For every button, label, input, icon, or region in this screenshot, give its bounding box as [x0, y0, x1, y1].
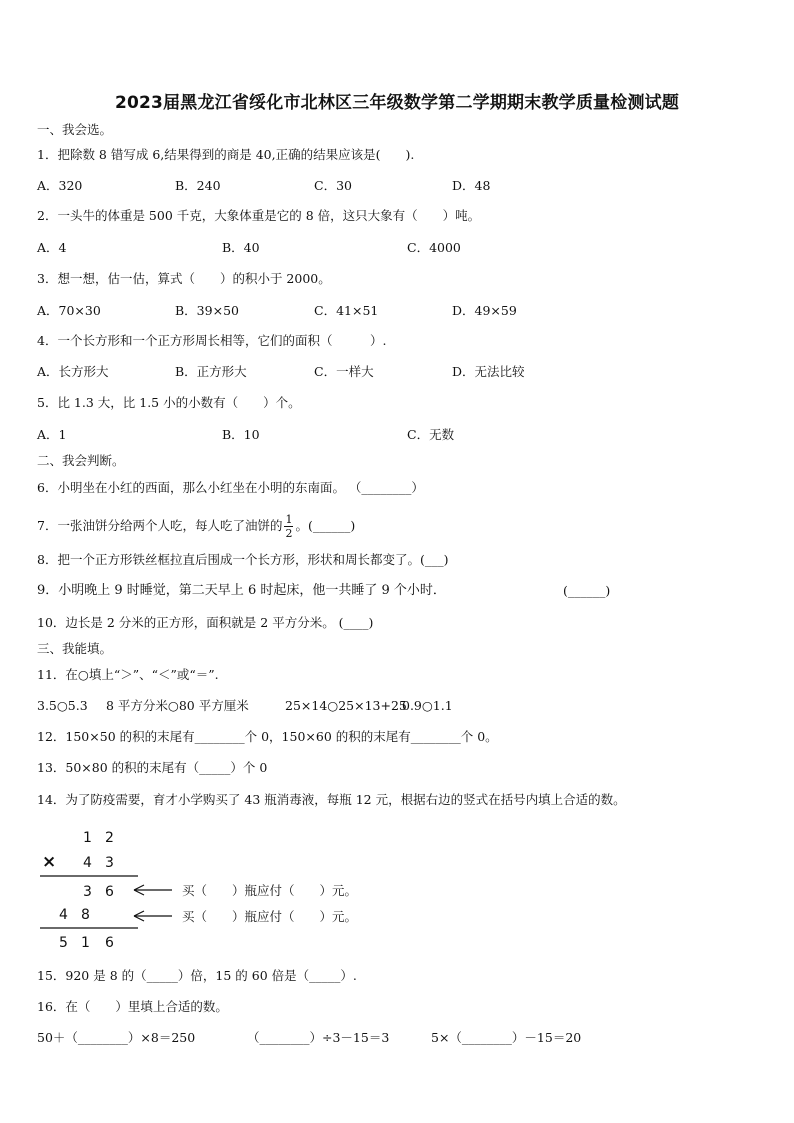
question-7-text: 7．一张油饼分给两个人吃，每人吃了油饼的 — [37, 518, 283, 533]
calc-digit: 1 — [81, 935, 90, 951]
calc-digit: 3 — [83, 884, 92, 900]
calc-digit: 8 — [81, 907, 90, 923]
question-16: 16．在（ ）里填上合适的数。 — [37, 999, 228, 1014]
fraction-numerator: 1 — [285, 513, 293, 526]
q11-item-3: 25×14○25×13+25 — [285, 698, 407, 713]
q1-option-d: D．48 — [452, 178, 491, 193]
question-9: 9．小明晚上 9 时睡觉，第二天早上 6 时起床，他一共睡了 9 个小时． — [37, 583, 446, 598]
question-8: 8．把一个正方形铁丝框拉直后围成一个长方形，形状和周长都变了。(___) — [37, 552, 449, 567]
q1-option-b: B．240 — [175, 178, 221, 193]
calc-digit: 4 — [59, 907, 68, 923]
calc-note-1: 买（ ）瓶应付（ ）元。 — [182, 883, 358, 898]
q5-option-c: C．无数 — [407, 427, 455, 442]
question-12: 12．150×50 的积的末尾有________个 0，150×60 的积的末尾有________个 0。 — [37, 729, 498, 744]
vertical-multiplication — [30, 822, 390, 956]
q11-item-2: 8 平方分米○80 平方厘米 — [106, 698, 249, 713]
question-3: 3．想一想，估一估，算式（ ）的积小于 2000。 — [37, 271, 331, 286]
question-6: 6．小明坐在小红的西面，那么小红坐在小明的东南面。 （________） — [37, 480, 424, 495]
q4-option-d: D．无法比较 — [452, 364, 525, 379]
q1-option-c: C．30 — [314, 178, 352, 193]
section-heading-judge: 二、我会判断。 — [37, 453, 125, 468]
q4-option-b: B．正方形大 — [175, 364, 247, 379]
question-13: 13．50×80 的积的末尾有（_____）个 0 — [37, 760, 268, 775]
arrow-left-icon — [134, 885, 172, 895]
question-2: 2．一头牛的体重是 500 千克，大象体重是它的 8 倍，这只大象有（ ）吨。 — [37, 208, 481, 223]
q4-option-c: C．一样大 — [314, 364, 374, 379]
q2-option-b: B．40 — [222, 240, 260, 255]
q16-item-1: 50＋（________）×8＝250 — [37, 1030, 196, 1045]
fraction-denominator: 2 — [285, 527, 293, 540]
arrow-left-icon — [134, 911, 172, 921]
q3-option-d: D．49×59 — [452, 303, 517, 318]
q16-item-2: （________）÷3－15＝3 — [247, 1030, 390, 1045]
calc-digit: 6 — [105, 884, 114, 900]
section-heading-fill: 三、我能填。 — [37, 641, 113, 656]
q1-option-a: A．320 — [37, 178, 83, 193]
question-5: 5．比 1.3 大，比 1.5 小的小数有（ ）个。 — [37, 395, 301, 410]
calc-digit: 4 — [83, 855, 92, 871]
calc-digit: 1 — [83, 830, 92, 846]
calc-note-2: 买（ ）瓶应付（ ）元。 — [182, 909, 358, 924]
q3-option-a: A．70×30 — [37, 303, 101, 318]
question-7 — [37, 513, 355, 540]
q11-item-1: 3.5○5.3 — [37, 698, 88, 713]
q3-option-c: C．41×51 — [314, 303, 379, 318]
q2-option-a: A．4 — [37, 240, 67, 255]
question-4: 4．一个长方形和一个正方形周长相等，它们的面积（ ）. — [37, 333, 387, 348]
q16-item-3: 5×（________）－15＝20 — [431, 1030, 582, 1045]
question-1: 1．把除数 8 错写成 6,结果得到的商是 40,正确的结果应该是( ). — [37, 147, 415, 162]
q4-option-a: A．长方形大 — [37, 364, 109, 379]
page-title: 2023届黑龙江省绥化市北林区三年级数学第二学期期末教学质量检测试题 — [114, 93, 680, 113]
calc-digit: 5 — [59, 935, 68, 951]
multiply-sign: × — [42, 852, 57, 872]
section-heading-choose: 一、我会选。 — [37, 122, 113, 137]
question-11: 11．在○填上“＞”、“＜”或“＝”. — [37, 667, 219, 682]
question-7-answer: 。(______) — [295, 518, 356, 533]
question-9-answer: (______) — [563, 583, 611, 598]
fraction-one-half — [284, 513, 293, 540]
q5-option-b: B．10 — [222, 427, 260, 442]
question-10: 10．边长是 2 分米的正方形，面积就是 2 平方分米。 (____) — [37, 615, 374, 630]
q11-item-4: 0.9○1.1 — [402, 698, 453, 713]
question-14: 14．为了防疫需要，育才小学购买了 43 瓶消毒液，每瓶 12 元，根据右边的竖式在括号内填上合适的数。 — [37, 792, 626, 807]
calc-digit: 2 — [105, 830, 114, 846]
calc-digit: 3 — [105, 855, 114, 871]
q2-option-c: C．4000 — [407, 240, 461, 255]
question-15: 15．920 是 8 的（_____）倍，15 的 60 倍是（_____）. — [37, 968, 357, 983]
q3-option-b: B．39×50 — [175, 303, 239, 318]
calc-digit: 6 — [105, 935, 114, 951]
q5-option-a: A．1 — [37, 427, 67, 442]
